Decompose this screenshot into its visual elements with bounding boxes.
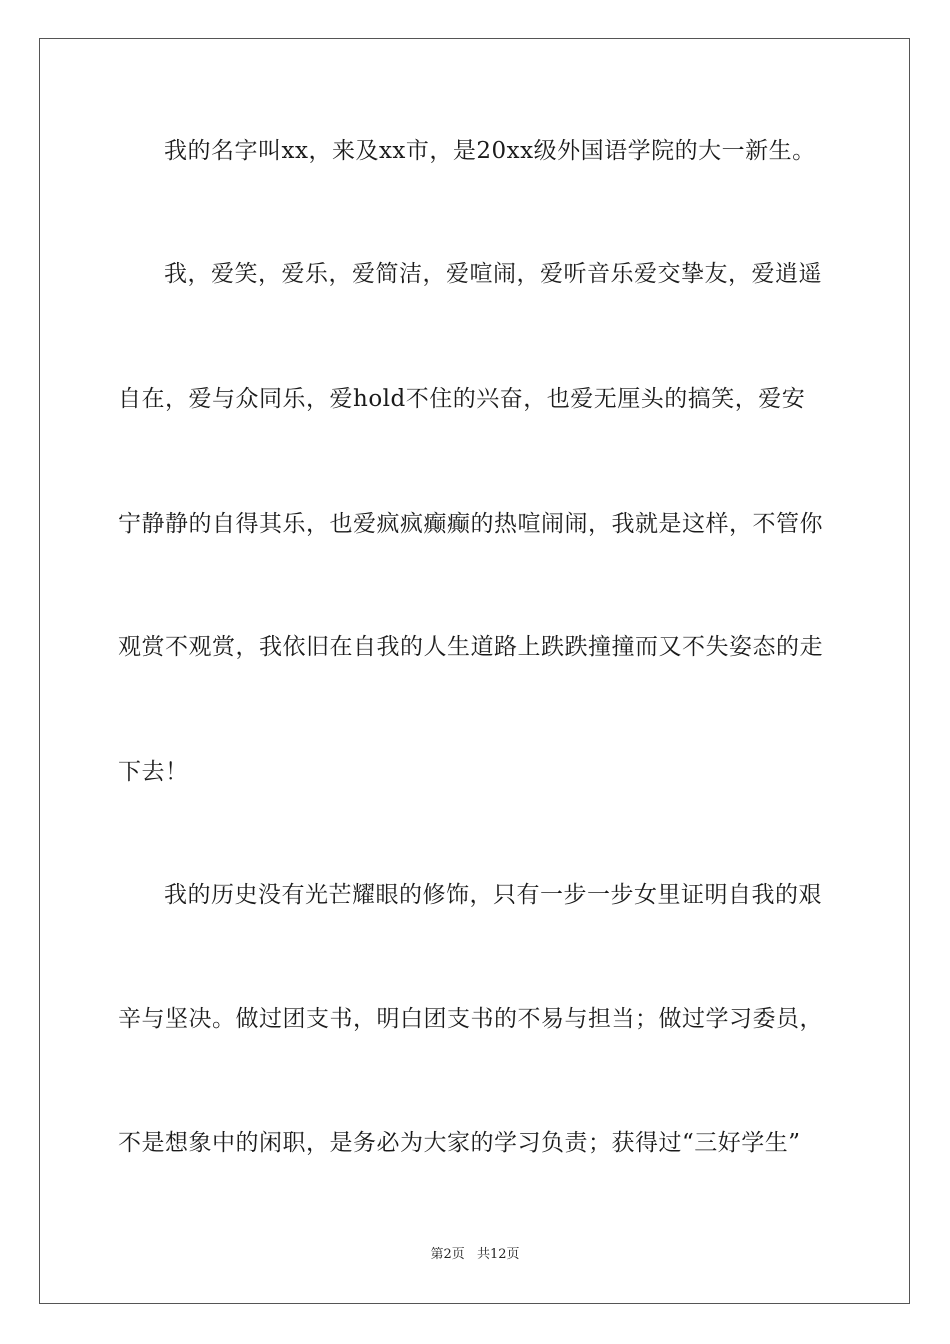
paragraph-line: 宁静静的自得其乐，也爱疯疯癫癫的热喧闹闹，我就是这样，不管你 xyxy=(118,511,823,537)
page-number: 第2页 xyxy=(430,1247,465,1262)
paragraph-line: 我，爱笑，爱乐，爱简洁，爱喧闹，爱听音乐爱交挚友，爱逍遥 xyxy=(164,261,822,287)
paragraph-line: 下去！ xyxy=(118,759,189,785)
paragraph-line: 我的名字叫xx，来及xx市，是20xx级外国语学院的大一新生。 xyxy=(164,138,816,164)
paragraph-line: 自在，爱与众同乐，爱hold不住的兴奋，也爱无厘头的搞笑，爱安 xyxy=(118,386,806,412)
paragraph-line: 辛与坚决。做过团支书，明白团支书的不易与担当；做过学习委员， xyxy=(118,1006,823,1032)
paragraph-line: 观赏不观赏，我依旧在自我的人生道路上跌跌撞撞而又不失姿态的走 xyxy=(118,634,823,660)
page-border xyxy=(39,38,910,1304)
paragraph-line: 我的历史没有光芒耀眼的修饰，只有一步一步女里证明自我的艰 xyxy=(164,882,822,908)
page-total: 共12页 xyxy=(476,1247,520,1262)
page-footer xyxy=(0,1246,950,1264)
paragraph-line: 不是想象中的闲职，是务必为大家的学习负责；获得过“三好学生” xyxy=(118,1130,801,1156)
